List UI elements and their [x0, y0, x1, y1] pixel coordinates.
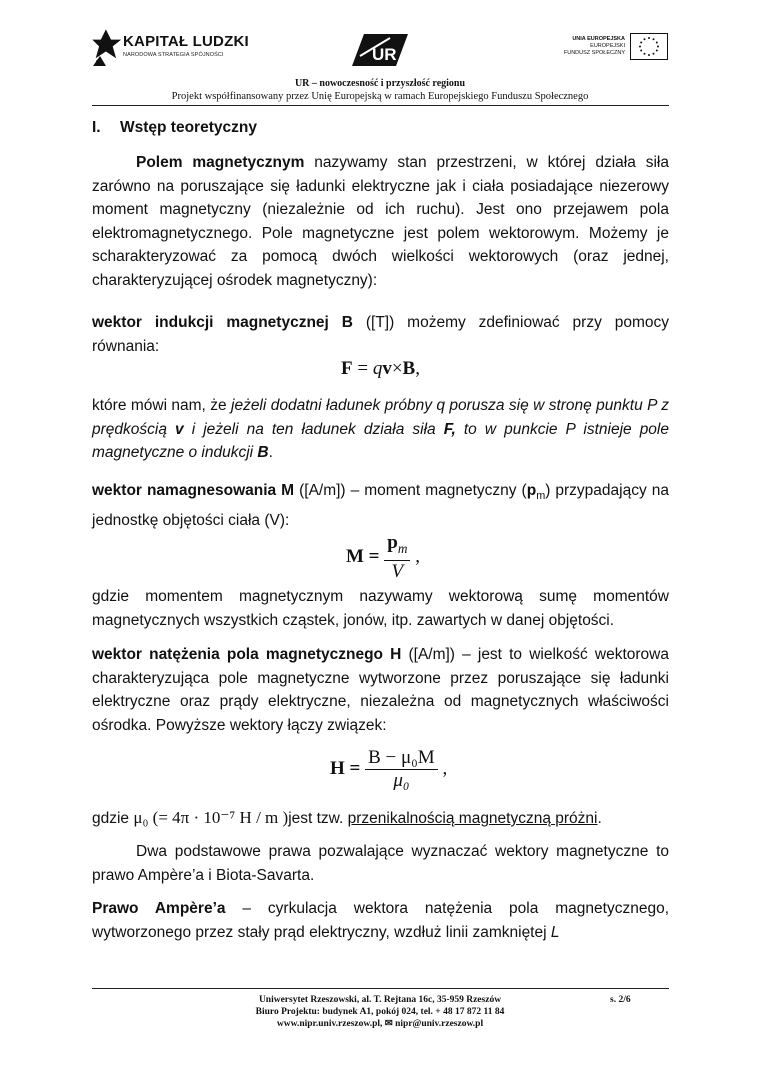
equation-field-strength [330, 747, 447, 792]
ur-logo-mark: UR [372, 45, 397, 64]
p3-F: F, [443, 420, 456, 438]
paragraph-2-text: ([T]) możemy zdefiniować przy pomocy równania: [92, 314, 669, 355]
footer-office: Biuro Projektu: budynek A1, pokój 024, tel. + 48 17 872 11 84 [255, 1007, 505, 1017]
paragraph-ampere [92, 897, 669, 944]
term-ampere: Prawo Ampère’a [92, 900, 226, 917]
kapital-ludzki-title: KAPITAŁ LUDZKI [123, 33, 249, 50]
paragraph-prawa: Dwa podstawowe prawa pozwalające wyznaczać wektory magnetyczne to prawo Ampère’a i Biota-Savarta. [92, 843, 669, 884]
paragraph-definition [92, 394, 669, 465]
p4-pm: p [526, 482, 537, 499]
page-number: s. 2/6 [610, 995, 631, 1005]
paragraph-1-text: nazywamy stan przestrzeni, w której działa siła zarówno na poruszające się ładunki elektryczne jak i ciała posiadające niezerowy moment magnetyczny (niezależnie od ich ruchu). Jest ono przejawem pola elektromagnetycznego. Pole magnetyczne jest polem wektorowym. Możemy je scharakteryzować za pomocą dwóch wielkości wektorowych (oraz jednej, charakteryzującej ośrodek magnetyczny): [92, 154, 669, 289]
eq2-lhs: M = [346, 545, 380, 567]
equation-lorentz: F = qv×B, [341, 358, 420, 379]
p7-c: . [597, 810, 602, 827]
eu-line-1: UNIA EUROPEJSKA [572, 36, 625, 42]
term-pole-magnetyczne: Polem magnetycznym [136, 154, 305, 171]
eu-line-3: FUNDUSZ SPOŁECZNY [563, 50, 625, 56]
footer-address: Uniwersytet Rzeszowski, al. T. Rejtana 16c, 35-959 Rzeszów [258, 995, 502, 1005]
footer-divider [92, 988, 669, 989]
eq2-den: V [391, 560, 404, 582]
eq2-num-sub: m [397, 540, 408, 556]
section-title: Wstęp teoretyczny [120, 119, 257, 136]
p3-v: v [175, 420, 184, 438]
eu-text [535, 36, 625, 57]
header-title: UR – nowoczesność i przyszłość regionu [294, 78, 466, 89]
p9-text: – cyrkulacja wektora natężenia pola magnetycznego, wytworzonego przez stały prąd elektryczny, wzdłuż linii zamkniętej [92, 900, 670, 941]
p4-pm-sub: m [536, 490, 546, 503]
p3-b: jeżeli dodatni ładunek próbny q porusza się w stronę punktu P z prędkością [92, 397, 669, 438]
link-przenikalnosc[interactable]: przenikalnością magnetyczną próżni [347, 810, 598, 827]
p7-b: jest tzw. [288, 810, 348, 827]
p7-mu: μ₀ (= 4π · 10⁻⁷ H / m ) [133, 808, 289, 827]
eq3-lhs: H = [330, 757, 361, 779]
p3-d: to w punkcie P istnieje pole magnetyczne o indukcji [92, 420, 669, 461]
p3-e: . [268, 444, 273, 461]
section-heading [92, 119, 257, 137]
header-divider [92, 105, 669, 106]
kapital-ludzki-subtitle: NARODOWA STRATEGIA SPÓJNOŚCI [123, 52, 224, 58]
eu-line-2: EUROPEJSKI [590, 43, 625, 49]
term-indukcja: wektor indukcji magnetycznej B [92, 314, 353, 331]
section-number: I. [92, 119, 101, 136]
p4-text2: ) przypadający na jednostkę objętości ciała (V): [92, 482, 669, 529]
p3-B: B [257, 444, 269, 461]
eq2-tail: , [415, 545, 420, 567]
eq3-den: μ₀ [393, 770, 410, 791]
eu-flag-icon [630, 33, 668, 60]
paragraph-pole-magnetyczne [92, 151, 669, 292]
eq3-tail: , [442, 757, 448, 779]
paragraph-namagnesowanie [92, 479, 669, 532]
term-natezenie: wektor natężenia pola magnetycznego H [92, 646, 402, 663]
eq3-num: B − μ₀M [365, 747, 438, 770]
p4-text1: ([A/m]) – moment magnetyczny ( [294, 482, 527, 499]
p3-a: które mówi nam, że [92, 397, 231, 414]
term-namagnesowanie: wektor namagnesowania M [92, 482, 295, 499]
p7-a: gdzie [92, 810, 134, 827]
paragraph-mu0 [92, 806, 669, 831]
header-subtitle: Projekt współfinansowany przez Unię Europejską w ramach Europejskiego Funduszu Społecznego [171, 91, 589, 102]
p6-text: ([A/m]) – jest to wielkość wektorowa charakteryzująca pole magnetyczne wytworzone przez poruszające się ładunki elektryczne oraz prądy elektryczne, niezależna od magnetycznych właściwości ośrodka. Powyższe wektory łączy związek: [92, 646, 669, 734]
paragraph-indukcja [92, 311, 669, 358]
p3-c: i jeżeli na ten ładunek działa siła [183, 420, 444, 438]
eq2-num: p [387, 532, 398, 553]
ur-logo [350, 28, 410, 70]
equation-magnetization [346, 532, 420, 583]
footer-contact[interactable]: www.nipr.univ.rzeszow.pl, ✉ nipr@univ.rzeszow.pl [276, 1019, 484, 1029]
paragraph-moment: gdzie momentem magnetycznym nazywamy wektorową sumę momentów magnetycznych wszystkich cząstek, jonów, itp. zawartych w danej objętości. [92, 588, 669, 629]
p9-L: L [550, 923, 560, 941]
paragraph-natezenie [92, 643, 669, 737]
